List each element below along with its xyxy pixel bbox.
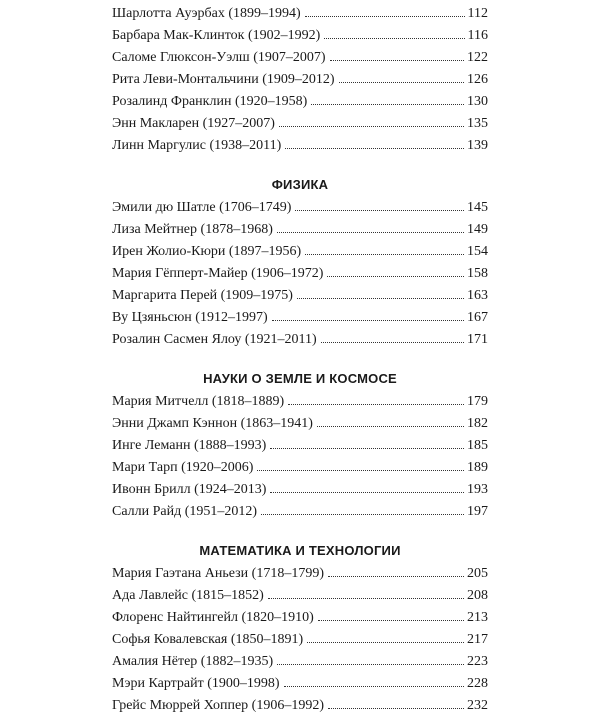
toc-entry[interactable] <box>112 479 488 501</box>
entry-name: Амалия Нётер (1882–1935) <box>112 654 274 669</box>
dot-leader <box>261 514 464 515</box>
entry-name: Мэри Картрайт (1900–1998) <box>112 676 280 691</box>
entry-page-number: 122 <box>467 50 488 65</box>
toc-entry[interactable] <box>112 413 488 435</box>
entry-page-number: 167 <box>467 310 488 325</box>
dot-leader <box>305 254 464 255</box>
entry-name: Ирен Жолио-Кюри (1897–1956) <box>112 244 302 259</box>
dot-leader <box>295 210 464 211</box>
toc-entry[interactable] <box>112 651 488 673</box>
entry-page-number: 197 <box>467 504 488 519</box>
toc-section-earth-space <box>112 369 488 523</box>
entry-name: Саломе Глюксон-Уэлш (1907–2007) <box>112 50 326 65</box>
toc-entry[interactable] <box>112 241 488 263</box>
dot-leader <box>284 686 464 687</box>
dot-leader <box>277 664 464 665</box>
entry-name: Ада Лавлейс (1815–1852) <box>112 588 264 603</box>
toc-section-math-tech <box>112 541 488 717</box>
toc-entry[interactable] <box>112 47 488 69</box>
toc-entry[interactable] <box>112 673 488 695</box>
dot-leader <box>277 232 464 233</box>
entry-page-number: 135 <box>467 116 488 131</box>
toc-entry[interactable] <box>112 113 488 135</box>
entry-name: Мари Тарп (1920–2006) <box>112 460 254 475</box>
entry-name: Розалин Сасмен Ялоу (1921–2011) <box>112 332 317 347</box>
entry-name: Инге Леманн (1888–1993) <box>112 438 267 453</box>
toc-entry[interactable] <box>112 629 488 651</box>
toc-entry[interactable] <box>112 91 488 113</box>
entry-page-number: 139 <box>467 138 488 153</box>
entry-page-number: 154 <box>467 244 488 259</box>
entry-page-number: 213 <box>467 610 488 625</box>
dot-leader <box>285 148 464 149</box>
dot-leader <box>311 104 464 105</box>
toc-entry[interactable] <box>112 607 488 629</box>
dot-leader <box>268 598 464 599</box>
entry-name: Мария Гаэтана Аньези (1718–1799) <box>112 566 324 581</box>
entry-name: Рита Леви-Монтальчини (1909–2012) <box>112 72 335 87</box>
toc-entry[interactable] <box>112 219 488 241</box>
dot-leader <box>297 298 464 299</box>
entry-page-number: 126 <box>467 72 488 87</box>
toc-entry[interactable] <box>112 501 488 523</box>
section-heading: МАТЕМАТИКА И ТЕХНОЛОГИИ <box>199 543 401 558</box>
toc-entry[interactable] <box>112 25 488 47</box>
toc-entry[interactable] <box>112 285 488 307</box>
entry-page-number: 149 <box>467 222 488 237</box>
entry-page-number: 112 <box>467 6 488 21</box>
dot-leader <box>279 126 464 127</box>
dot-leader <box>257 470 464 471</box>
entry-page-number: 193 <box>467 482 488 497</box>
entry-name: Энни Джамп Кэннон (1863–1941) <box>112 416 313 431</box>
entry-name: Лиза Мейтнер (1878–1968) <box>112 222 273 237</box>
entry-name: Линн Маргулис (1938–2011) <box>112 138 282 153</box>
toc-entry[interactable] <box>112 3 488 25</box>
toc-section-physics <box>112 175 488 351</box>
entry-name: Эмили дю Шатле (1706–1749) <box>112 200 292 215</box>
entry-page-number: 116 <box>467 28 488 43</box>
dot-leader <box>317 426 464 427</box>
dot-leader <box>318 620 464 621</box>
entry-name: Мария Митчелл (1818–1889) <box>112 394 285 409</box>
dot-leader <box>305 16 465 17</box>
table-of-contents <box>112 0 488 717</box>
toc-entry[interactable] <box>112 263 488 285</box>
dot-leader <box>270 492 464 493</box>
entry-name: Флоренс Найтингейл (1820–1910) <box>112 610 314 625</box>
entry-name: Маргарита Перей (1909–1975) <box>112 288 293 303</box>
dot-leader <box>339 82 464 83</box>
toc-entry[interactable] <box>112 695 488 717</box>
dot-leader <box>330 60 464 61</box>
entry-page-number: 145 <box>467 200 488 215</box>
toc-entry[interactable] <box>112 391 488 413</box>
entry-name: Ивонн Брилл (1924–2013) <box>112 482 267 497</box>
entry-name: Салли Райд (1951–2012) <box>112 504 258 519</box>
toc-entry[interactable] <box>112 457 488 479</box>
toc-entry[interactable] <box>112 197 488 219</box>
entry-page-number: 182 <box>467 416 488 431</box>
toc-entry[interactable] <box>112 329 488 351</box>
toc-entry[interactable] <box>112 307 488 329</box>
entry-name: Энн Макларен (1927–2007) <box>112 116 275 131</box>
dot-leader <box>328 576 464 577</box>
entry-name: Грейс Мюррей Хоппер (1906–1992) <box>112 698 324 713</box>
entry-page-number: 189 <box>467 460 488 475</box>
dot-leader <box>288 404 464 405</box>
toc-entry[interactable] <box>112 585 488 607</box>
toc-section-continuation <box>112 0 488 157</box>
entry-page-number: 179 <box>467 394 488 409</box>
toc-entry[interactable] <box>112 435 488 457</box>
toc-entry[interactable] <box>112 135 488 157</box>
entry-name: Мария Гёпперт-Майер (1906–1972) <box>112 266 324 281</box>
entry-page-number: 158 <box>467 266 488 281</box>
entry-page-number: 171 <box>467 332 488 347</box>
dot-leader <box>321 342 464 343</box>
entry-page-number: 217 <box>467 632 488 647</box>
entry-page-number: 228 <box>467 676 488 691</box>
entry-name: Шарлотта Ауэрбах (1899–1994) <box>112 6 301 21</box>
entry-page-number: 185 <box>467 438 488 453</box>
dot-leader <box>324 38 464 39</box>
entry-page-number: 208 <box>467 588 488 603</box>
dot-leader <box>270 448 464 449</box>
dot-leader <box>307 642 464 643</box>
entry-name: Софья Ковалевская (1850–1891) <box>112 632 304 647</box>
dot-leader <box>327 276 464 277</box>
entry-name: Барбара Мак-Клинток (1902–1992) <box>112 28 321 43</box>
entry-name: Ву Цзяньсюн (1912–1997) <box>112 310 268 325</box>
dot-leader <box>272 320 464 321</box>
entry-page-number: 130 <box>467 94 488 109</box>
entry-page-number: 163 <box>467 288 488 303</box>
section-heading: ФИЗИКА <box>271 177 329 192</box>
entry-page-number: 232 <box>467 698 488 713</box>
toc-entry[interactable] <box>112 69 488 91</box>
entry-page-number: 205 <box>467 566 488 581</box>
entry-name: Розалинд Франклин (1920–1958) <box>112 94 308 109</box>
section-heading: НАУКИ О ЗЕМЛЕ И КОСМОСЕ <box>203 371 397 386</box>
entry-page-number: 223 <box>467 654 488 669</box>
toc-entry[interactable] <box>112 563 488 585</box>
dot-leader <box>328 708 464 709</box>
